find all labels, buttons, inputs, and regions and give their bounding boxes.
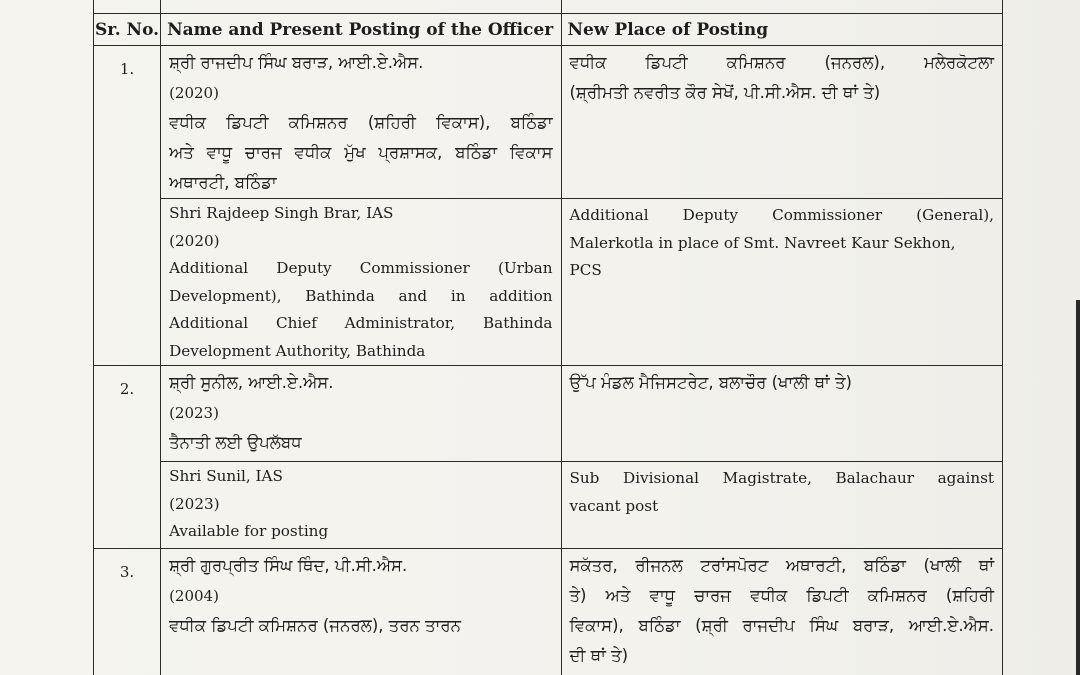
officer-name-punjabi: ਸ਼੍ਰੀ ਰਾਜਦੀਪ ਸਿੰਘ ਬਰਾੜ, ਆਈ.ਏ.ਐਸ. (2020) ਵਧੀਕ ਡਿਪਟੀ ਕਮਿਸ਼ਨਰ (ਸ਼ਹਿਰੀ ਵਿਕਾਸ), ਬਠਿੰਡਾ ਅਤੇ ਵਾਧੂ ਚਾਰਜ ਵਧੀਕ ਮੁੱਖ ਪ੍ਰਸ਼ਾਸਕ, ਬਠਿੰਡਾ ਵਿਕਾਸ ਅਥਾਰਟੀ, ਬਠਿੰਡਾ — [161, 46, 561, 199]
scan-edge-shadow — [1076, 300, 1080, 675]
posting-orders-table — [93, 0, 1003, 675]
punjabi-name-header — [161, 0, 561, 14]
table-row — [94, 46, 1003, 199]
new-place-header: New Place of Posting — [561, 14, 1003, 46]
english-header-row — [94, 14, 1003, 46]
new-posting-punjabi: ਵਧੀਕ ਡਿਪਟੀ ਕਮਿਸ਼ਨਰ (ਜਨਰਲ), ਮਲੇਰਕੋਟਲਾ (ਸ਼੍ਰੀਮਤੀ ਨਵਰੀਤ ਕੌਰ ਸੇਖੋਂ, ਪੀ.ਸੀ.ਐਸ. ਦੀ ਥਾਂ ਤੇ) — [561, 46, 1003, 199]
table-row — [94, 462, 1003, 549]
officer-name-punjabi: ਸ਼੍ਰੀ ਗੁਰਪ੍ਰੀਤ ਸਿੰਘ ਥਿੰਦ, ਪੀ.ਸੀ.ਐਸ. (2004) ਵਧੀਕ ਡਿਪਟੀ ਕਮਿਸ਼ਨਰ (ਜਨਰਲ), ਤਰਨ ਤਾਰਨ — [161, 549, 561, 675]
officer-name-english: Shri Sunil, IAS (2023) Available for posting — [161, 462, 561, 549]
sr-no-header: Sr. No. — [94, 14, 161, 46]
punjabi-sr-header — [94, 0, 161, 14]
officer-name-punjabi: ਸ਼੍ਰੀ ਸੁਨੀਲ, ਆਈ.ਏ.ਐਸ. (2023) ਤੈਨਾਤੀ ਲਈ ਉਪਲੱਬਧ — [161, 366, 561, 462]
new-posting-punjabi: ਸਕੱਤਰ, ਰੀਜਨਲ ਟਰਾਂਸਪੋਰਟ ਅਥਾਰਟੀ, ਬਠਿੰਡਾ (ਖਾਲੀ ਥਾਂ ਤੇ) ਅਤੇ ਵਾਧੂ ਚਾਰਜ ਵਧੀਕ ਡਿਪਟੀ ਕਮਿਸ਼ਨਰ (ਸ਼ਹਿਰੀ ਵਿਕਾਸ), ਬਠਿੰਡਾ (ਸ਼੍ਰੀ ਰਾਜਦੀਪ ਸਿੰਘ ਬਰਾੜ, ਆਈ.ਏ.ਐਸ. ਦੀ ਥਾਂ ਤੇ) — [561, 549, 1003, 675]
new-posting-english: Additional Deputy Commissioner (General), Malerkotla in place of Smt. Navreet Kaur Sekhon, PCS — [561, 199, 1003, 366]
new-posting-english: Sub Divisional Magistrate, Balachaur against vacant post — [561, 462, 1003, 549]
serial-number: 1. — [94, 46, 161, 366]
table-row — [94, 366, 1003, 462]
punjabi-header-row — [94, 0, 1003, 14]
serial-number: 3. — [94, 549, 161, 675]
table-row — [94, 199, 1003, 366]
name-posting-header: Name and Present Posting of the Officer — [161, 14, 561, 46]
new-posting-punjabi: ਉੱਪ ਮੰਡਲ ਮੈਜਿਸਟਰੇਟ, ਬਲਾਚੌਰ (ਖਾਲੀ ਥਾਂ ਤੇ) — [561, 366, 1003, 462]
serial-number: 2. — [94, 366, 161, 549]
officer-name-english: Shri Rajdeep Singh Brar, IAS (2020) Additional Deputy Commissioner (Urban Development), Bathinda and in addition Additional Chief Administrator, Bathinda Development Authority, Bathinda — [161, 199, 561, 366]
table-row — [94, 549, 1003, 675]
punjabi-new-header — [561, 0, 1003, 14]
